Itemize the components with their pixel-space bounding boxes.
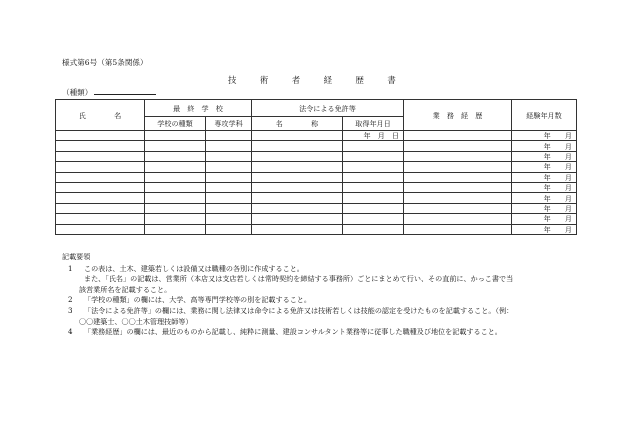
- table-cell[interactable]: [252, 162, 343, 172]
- note-text: 「業務経歴」の欄には、最近のものから記載し、純粋に測量、建設コンサルタント業務等に従事した職種及び地位を記載すること。: [84, 327, 502, 337]
- table-cell[interactable]: [145, 172, 206, 182]
- table-cell[interactable]: [145, 203, 206, 213]
- table-cell[interactable]: [206, 182, 252, 192]
- table-cell[interactable]: [343, 141, 404, 151]
- career-header: 業 務 経 歴: [404, 100, 512, 131]
- table-cell[interactable]: [206, 224, 252, 234]
- table-cell[interactable]: [206, 203, 252, 213]
- table-row: [56, 131, 577, 141]
- note-line: [62, 327, 582, 338]
- table-cell[interactable]: [404, 214, 512, 224]
- table-row: [56, 151, 577, 161]
- table-cell[interactable]: [206, 151, 252, 161]
- table-cell[interactable]: [252, 214, 343, 224]
- table-cell[interactable]: [404, 141, 512, 151]
- experience-cell[interactable]: 年 月: [512, 172, 577, 182]
- table-cell[interactable]: [206, 193, 252, 203]
- school-type-header: 学校の種類: [145, 117, 206, 131]
- table-cell[interactable]: [206, 131, 252, 141]
- notes-section: [62, 252, 582, 338]
- document-title: 技術者経歴書: [228, 75, 420, 85]
- engineer-career-table: [55, 99, 577, 235]
- table-cell[interactable]: [145, 224, 206, 234]
- table-cell[interactable]: [404, 151, 512, 161]
- form-number: 様式第6号（第5条関係）: [62, 58, 148, 67]
- table-cell[interactable]: [404, 224, 512, 234]
- name-header: 氏 名: [56, 100, 145, 131]
- note-line: [62, 295, 582, 306]
- table-cell[interactable]: [145, 141, 206, 151]
- acquired-date-cell[interactable]: 年 月 日: [343, 131, 404, 141]
- license-header: 法令による免許等: [252, 100, 404, 117]
- table-row: [56, 162, 577, 172]
- table-row: [56, 172, 577, 182]
- note-line: [62, 264, 582, 275]
- table-cell[interactable]: [252, 203, 343, 213]
- experience-cell[interactable]: 年 月: [512, 131, 577, 141]
- experience-cell[interactable]: 年 月: [512, 162, 577, 172]
- note-text: 「法令による免許等」の欄には、業務に関し法律又は命令による免許又は技術若しくは技能の認定を受けたものを記載すること。（例：: [84, 305, 514, 315]
- table-cell[interactable]: [56, 162, 145, 172]
- table-cell[interactable]: [145, 214, 206, 224]
- table-cell[interactable]: [206, 214, 252, 224]
- table-row: [56, 203, 577, 213]
- table-row: [56, 224, 577, 234]
- table-cell[interactable]: [404, 203, 512, 213]
- experience-cell[interactable]: 年 月: [512, 141, 577, 151]
- table-cell[interactable]: [145, 182, 206, 192]
- table-cell[interactable]: [206, 172, 252, 182]
- experience-header: 経験年月数: [512, 100, 577, 131]
- table-cell[interactable]: [206, 141, 252, 151]
- note-number: 4: [68, 327, 73, 337]
- table-cell[interactable]: [343, 214, 404, 224]
- note-number: 1: [68, 263, 73, 273]
- experience-cell[interactable]: 年 月: [512, 193, 577, 203]
- table-cell[interactable]: [56, 193, 145, 203]
- table-cell[interactable]: [56, 214, 145, 224]
- table-cell[interactable]: [56, 131, 145, 141]
- table-cell[interactable]: [56, 151, 145, 161]
- kind-blank-line[interactable]: [94, 87, 156, 95]
- experience-cell[interactable]: 年 月: [512, 224, 577, 234]
- table-cell[interactable]: [343, 172, 404, 182]
- table-cell[interactable]: [343, 182, 404, 192]
- note-line: 〇〇建築士、〇〇土木管理技師等）: [79, 316, 193, 326]
- table-cell[interactable]: [252, 182, 343, 192]
- table-cell[interactable]: [145, 162, 206, 172]
- note-text: この表は、土木、建築若しくは設備又は職種の各別に作成すること。: [84, 263, 304, 273]
- kind-label: （種類）: [62, 88, 93, 97]
- experience-cell[interactable]: 年 月: [512, 182, 577, 192]
- kind-field: [62, 87, 156, 98]
- note-line: [62, 306, 582, 317]
- table-row: [56, 141, 577, 151]
- table-cell[interactable]: [145, 131, 206, 141]
- table-cell[interactable]: [343, 193, 404, 203]
- table-cell[interactable]: [404, 162, 512, 172]
- acquired-date-header: 取得年月日: [343, 117, 404, 131]
- table-cell[interactable]: [252, 151, 343, 161]
- table-cell[interactable]: [252, 224, 343, 234]
- table-cell[interactable]: [252, 172, 343, 182]
- notes-list: [62, 264, 582, 338]
- table-cell[interactable]: [56, 141, 145, 151]
- table-cell[interactable]: [404, 131, 512, 141]
- table-cell[interactable]: [206, 162, 252, 172]
- note-number: 3: [68, 305, 73, 315]
- table-cell[interactable]: [252, 141, 343, 151]
- table-cell[interactable]: [343, 203, 404, 213]
- table-cell[interactable]: [56, 224, 145, 234]
- table-cell[interactable]: [404, 193, 512, 203]
- table-cell[interactable]: [343, 151, 404, 161]
- table-cell[interactable]: [56, 172, 145, 182]
- table-row: [56, 193, 577, 203]
- experience-cell[interactable]: 年 月: [512, 214, 577, 224]
- table-cell[interactable]: [145, 193, 206, 203]
- table-cell[interactable]: [404, 182, 512, 192]
- notes-heading: 記載要領: [62, 252, 91, 261]
- note-line: 該営業所名を記載すること。: [79, 284, 172, 294]
- experience-cell[interactable]: 年 月: [512, 151, 577, 161]
- school-header: 最 終 学 校: [145, 100, 252, 117]
- table-cell[interactable]: [56, 203, 145, 213]
- table-cell[interactable]: [404, 172, 512, 182]
- experience-cell[interactable]: 年 月: [512, 203, 577, 213]
- table-cell[interactable]: [252, 131, 343, 141]
- note-number: 2: [68, 295, 73, 305]
- table-row: [56, 182, 577, 192]
- table-cell[interactable]: [343, 162, 404, 172]
- table-row: [56, 214, 577, 224]
- table-cell[interactable]: [145, 151, 206, 161]
- note-line: また、「氏名」の記載は、営業所（本店又は支店若しくは常時契約を締結する事務所）ごとにまとめて行い、その直前に、かっこ書で当: [84, 274, 514, 284]
- table-cell[interactable]: [56, 182, 145, 192]
- table-cell[interactable]: [252, 193, 343, 203]
- table-cell[interactable]: [343, 224, 404, 234]
- license-name-header: 名 称: [252, 117, 343, 131]
- note-text: 「学校の種類」の欄には、大学、高等専門学校等の別を記載すること。: [84, 295, 311, 305]
- major-header: 専攻学科: [206, 117, 252, 131]
